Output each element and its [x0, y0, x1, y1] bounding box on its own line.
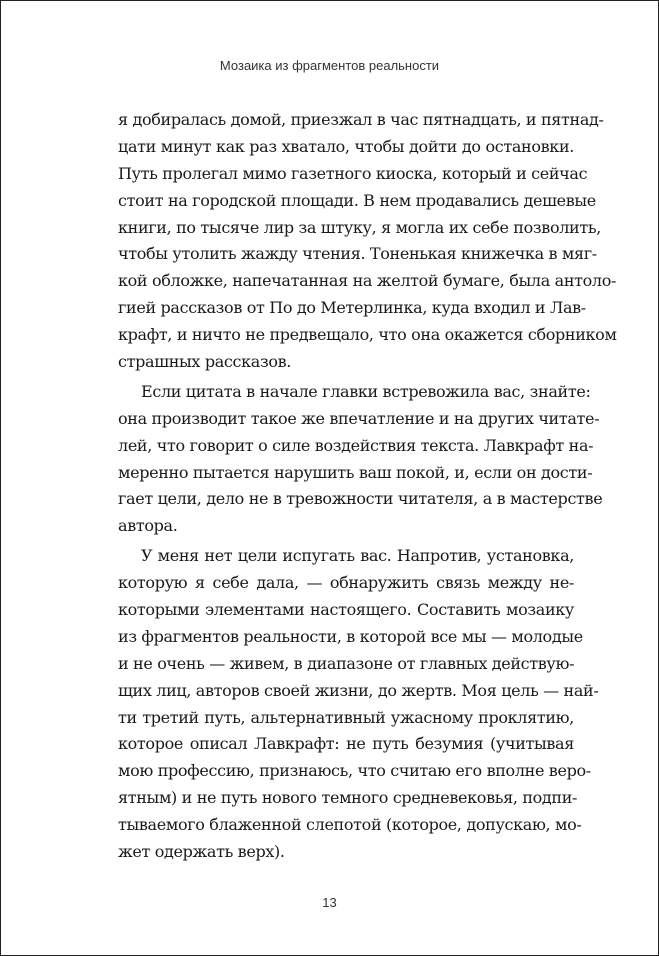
text-line: которую я себе дала, — обнаружить связь между не-	[118, 573, 574, 593]
text-line: стоит на городской площади. В нем продавались дешевые	[118, 190, 596, 210]
text-line: гией рассказов от По до Метерлинка, куда входил и Лав-	[118, 298, 586, 318]
text-line: цати минут как раз хватало, чтобы дойти до остановки.	[118, 136, 574, 156]
text-line: ти третий путь, альтернативный ужасному проклятию,	[118, 707, 574, 727]
text-line: книги, по тысяче лир за штуку, я могла их себе позволить,	[118, 217, 601, 237]
running-head: Мозаика из фрагментов реальности	[219, 58, 440, 73]
text-line: крафт, и ничто не предвещало, что она окажется сборником	[118, 325, 617, 345]
text-line: я добиралась домой, приезжал в час пятнадцать, и пятнад-	[118, 110, 604, 129]
text-line: лей, что говорит о силе воздействия текста. Лавкрафт на-	[118, 435, 594, 455]
page-number: 13	[322, 895, 337, 910]
text-line: автора.	[118, 516, 178, 536]
text-line: Путь пролегал мимо газетного киоска, который и сейчас	[118, 163, 588, 183]
text-line: меренно пытается нарушить ваш покой, и, если он дости-	[118, 462, 593, 482]
paragraph	[118, 107, 617, 376]
text-line: гает цели, дело не в тревожности читателя, а в мастерстве	[118, 489, 603, 509]
text-line: Если цитата в начале главки встревожила вас, знайте:	[141, 381, 591, 401]
body-text	[118, 107, 617, 869]
text-line: щих лиц, авторов своей жизни, до жертв. Моя цель — най-	[118, 680, 599, 700]
text-line: тываемого блаженной слепотой (которое, допускаю, мо-	[118, 815, 582, 835]
text-line: жет одержать верх).	[118, 842, 285, 862]
text-line: кой обложке, напечатанная на желтой бумаге, была антоло-	[118, 271, 617, 291]
text-line: ятным) и не путь нового темного средневековья, подпи-	[118, 788, 578, 808]
paragraph	[118, 379, 603, 540]
text-line: которое описал Лавкрафт: не путь безумия (учитывая	[118, 734, 574, 754]
text-line: из фрагментов реальности, в которой все мы — молодые	[118, 626, 583, 646]
text-line: страшных рассказов.	[118, 352, 292, 372]
text-line: чтобы утолить жажду чтения. Тоненькая книжечка в мяг-	[118, 244, 597, 264]
text-line: которыми элементами настоящего. Составить мозаику	[118, 600, 574, 620]
text-line: У меня нет цели испугать вас. Напротив, установка,	[141, 546, 574, 566]
text-line: она производит такое же впечатление и на других читате-	[118, 408, 600, 428]
paragraph	[118, 543, 599, 866]
text-line: мою профессию, признаюсь, что считаю его вполне веро-	[118, 761, 591, 781]
text-line: и не очень — живем, в диапазоне от главных действую-	[118, 653, 575, 673]
